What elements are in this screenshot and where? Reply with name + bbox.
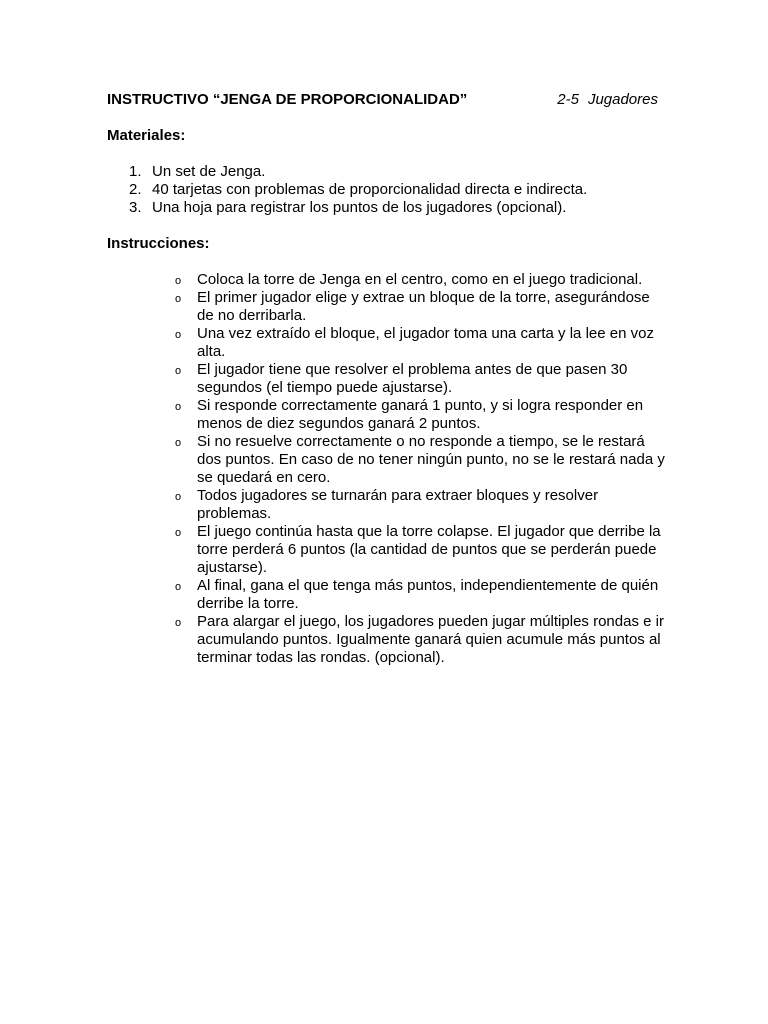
instruction-text: Si responde correctamente ganará 1 punto, y si logra responder en menos de diez segundos ganará 2 puntos. bbox=[197, 397, 644, 432]
instruction-item bbox=[175, 289, 665, 325]
bullet-icon: o bbox=[175, 581, 182, 593]
materials-item-text: Un set de Jenga. bbox=[152, 163, 266, 180]
instruction-item bbox=[175, 361, 665, 397]
materials-item-text: Una hoja para registrar los puntos de los jugadores (opcional). bbox=[152, 199, 567, 216]
bullet-icon: o bbox=[175, 491, 182, 503]
materials-item bbox=[129, 199, 587, 217]
bullet-icon: o bbox=[175, 617, 182, 629]
instruction-item bbox=[175, 397, 665, 433]
instruction-item bbox=[175, 433, 665, 487]
instruction-item bbox=[175, 613, 665, 667]
bullet-icon: o bbox=[175, 401, 182, 413]
instruction-item bbox=[175, 577, 665, 613]
instruction-text: El jugador tiene que resolver el problema antes de que pasen 30 segundos (el tiempo puede ajustarse). bbox=[197, 361, 628, 396]
bullet-icon: o bbox=[175, 437, 182, 449]
instruction-text: Todos jugadores se turnarán para extraer bloques y resolver problemas. bbox=[197, 487, 599, 522]
materials-item-number: 3. bbox=[129, 199, 142, 216]
materials-item-number: 2. bbox=[129, 181, 142, 198]
materials-heading: Materiales: bbox=[107, 127, 186, 144]
players-info bbox=[557, 91, 658, 108]
players-label: Jugadores bbox=[587, 91, 658, 108]
materials-item bbox=[129, 181, 587, 199]
materials-item-number: 1. bbox=[129, 163, 142, 180]
instruction-text: El primer jugador elige y extrae un bloque de la torre, asegurándose de no derribarla. bbox=[197, 289, 650, 324]
instruction-item bbox=[175, 271, 665, 289]
document-header bbox=[107, 91, 659, 111]
bullet-icon: o bbox=[175, 275, 182, 287]
bullet-icon: o bbox=[175, 293, 182, 305]
materials-item bbox=[129, 163, 587, 181]
bullet-icon: o bbox=[175, 365, 182, 377]
instructions-heading: Instrucciones: bbox=[107, 235, 210, 252]
instruction-text: Si no resuelve correctamente o no responde a tiempo, se le restará dos puntos. En caso de no tener ningún punto, no se le restará nada y se quedará en cero. bbox=[197, 433, 665, 486]
instruction-text: Para alargar el juego, los jugadores pueden jugar múltiples rondas e ir acumulando puntos. Igualmente ganará quien acumule más puntos al terminar todas las rondas. (opcional). bbox=[197, 613, 664, 666]
instruction-item bbox=[175, 487, 665, 523]
materials-item-text: 40 tarjetas con problemas de proporcionalidad directa e indirecta. bbox=[152, 181, 588, 198]
bullet-icon: o bbox=[175, 527, 182, 539]
instruction-item bbox=[175, 325, 665, 361]
instruction-text: El juego continúa hasta que la torre colapse. El jugador que derribe la torre perderá 6 puntos (la cantidad de puntos que se perderán puede ajustarse). bbox=[197, 523, 661, 576]
bullet-icon: o bbox=[175, 329, 182, 341]
players-count: 2-5 bbox=[557, 91, 579, 108]
instruction-text: Coloca la torre de Jenga en el centro, como en el juego tradicional. bbox=[197, 271, 643, 288]
instruction-item bbox=[175, 523, 665, 577]
instructions-list bbox=[175, 271, 665, 667]
instruction-text: Una vez extraído el bloque, el jugador toma una carta y la lee en voz alta. bbox=[197, 325, 654, 360]
document-title: INSTRUCTIVO “JENGA DE PROPORCIONALIDAD” bbox=[107, 91, 468, 108]
materials-list bbox=[129, 163, 587, 217]
instruction-text: Al final, gana el que tenga más puntos, independientemente de quién derribe la torre. bbox=[197, 577, 659, 612]
